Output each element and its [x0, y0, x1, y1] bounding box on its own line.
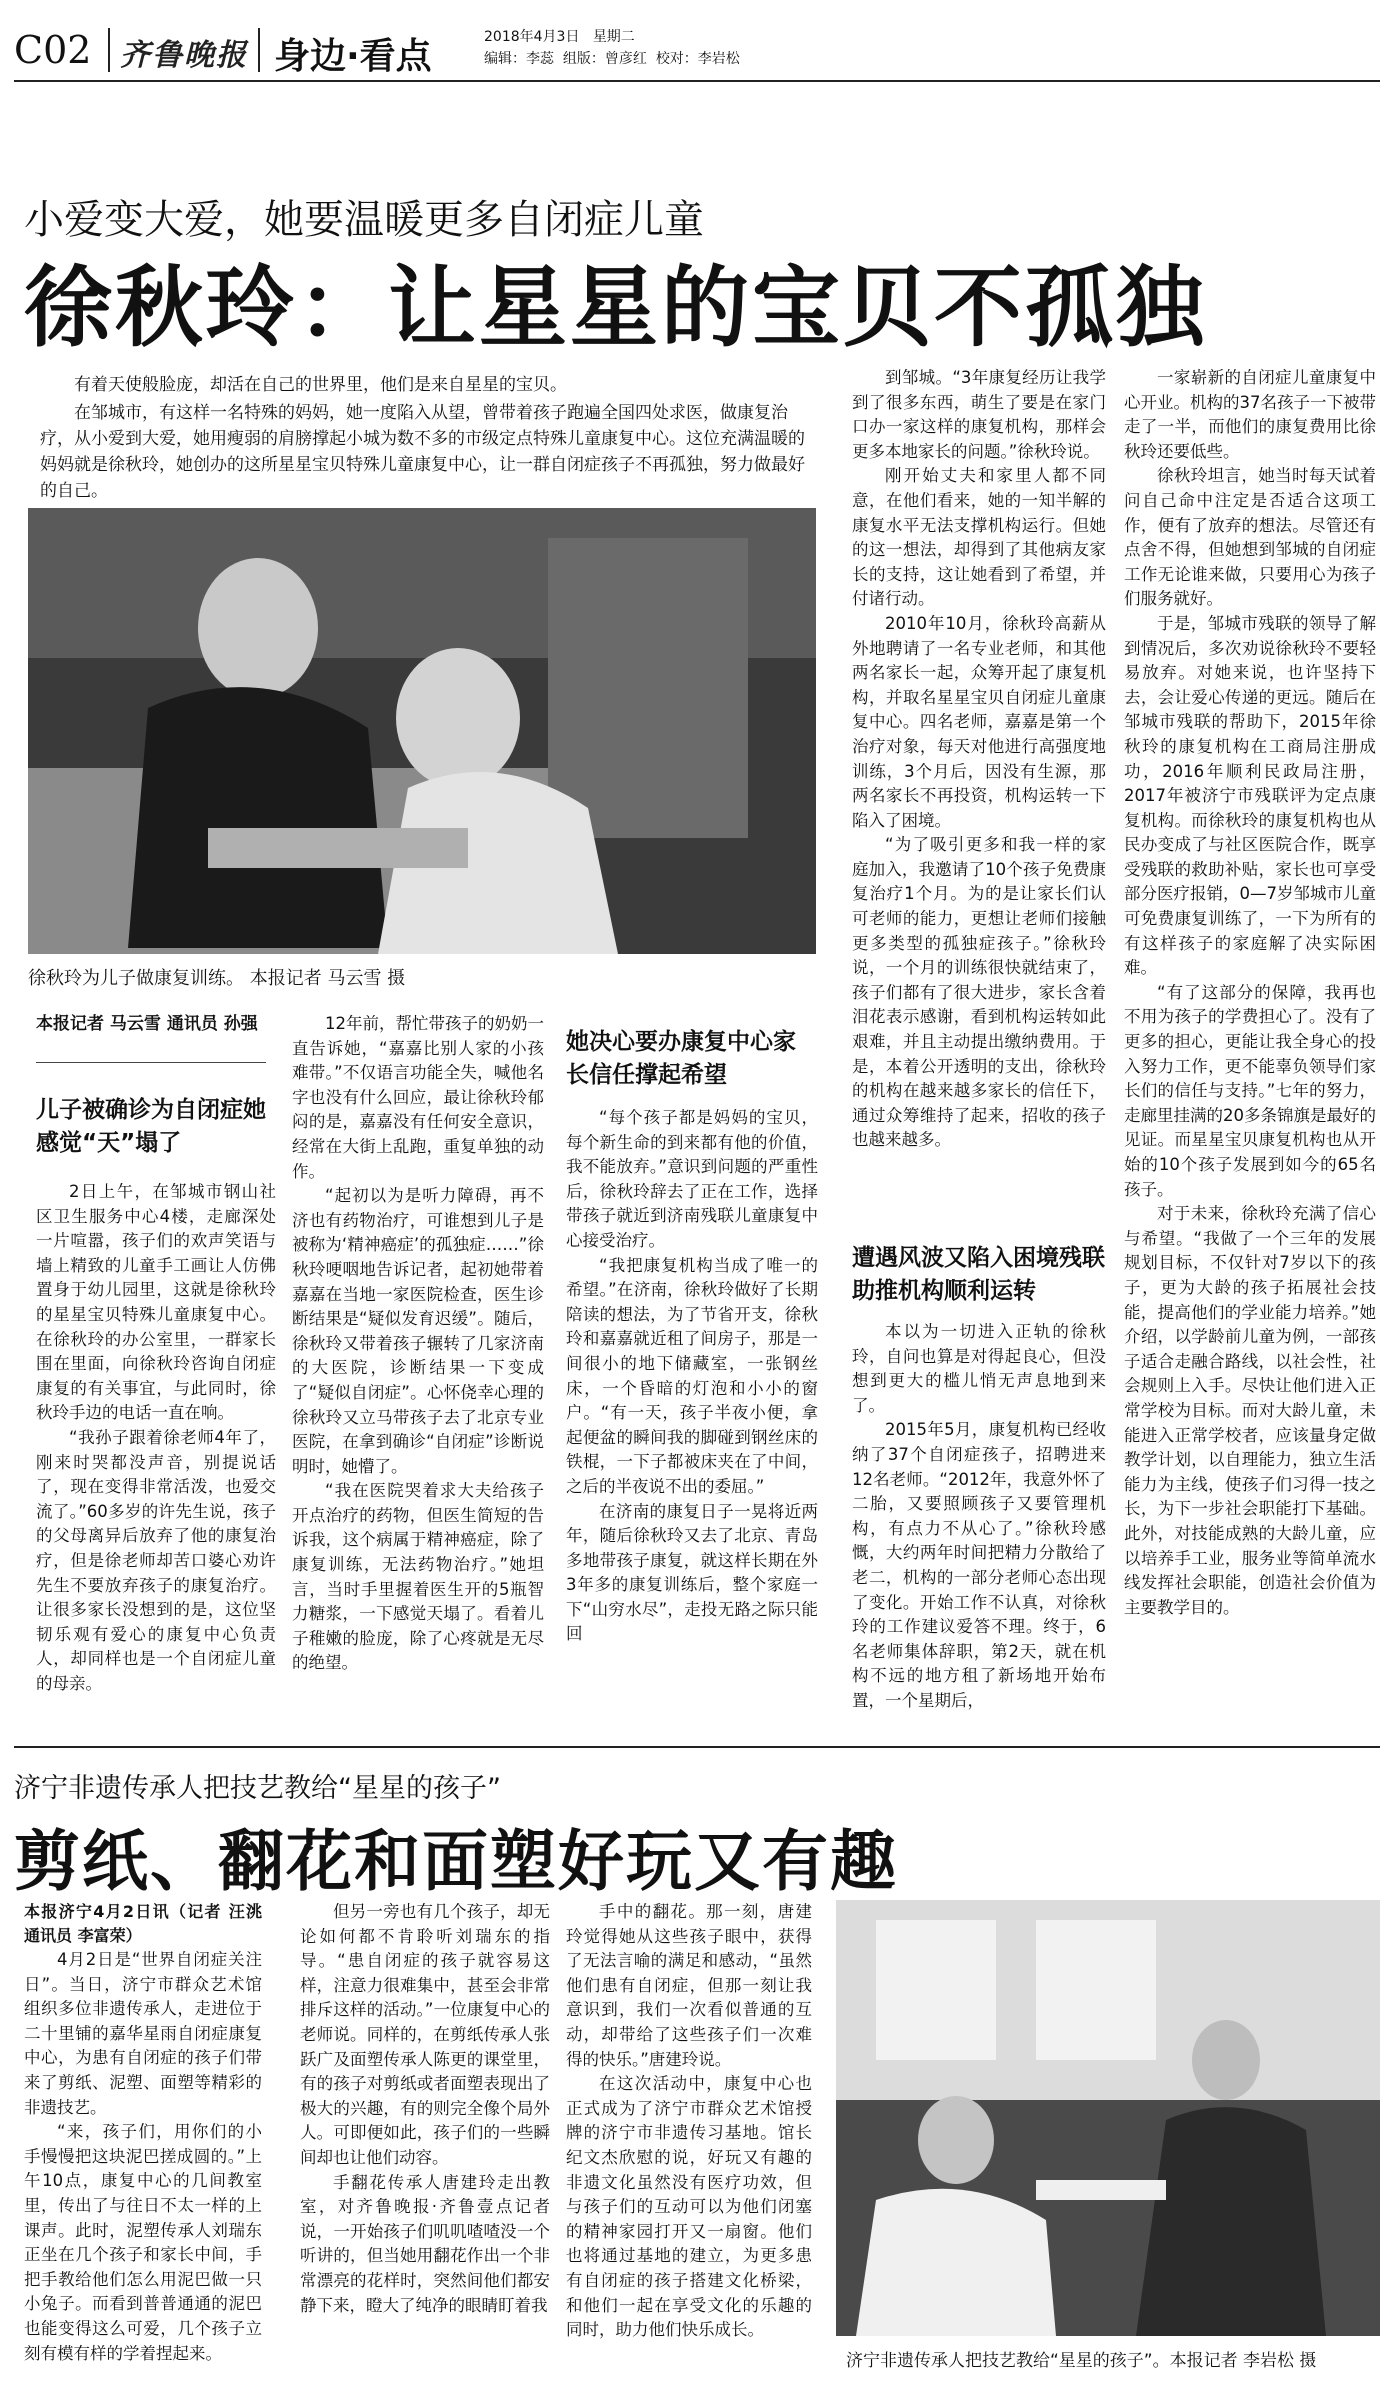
divider [36, 1062, 266, 1063]
article2-column-2 [300, 1900, 550, 2318]
masthead [0, 0, 1394, 78]
article2-column-1 [24, 1900, 262, 2366]
article2-title: 剪纸、翻花和面塑好玩又有趣 [14, 1822, 898, 1900]
paragraph: 刚开始丈夫和家里人都不同意，在他们看来，她的一知半解的康复水平无法支撑机构运行。但她的这一想法，却得到了其他病友家长的支持，这让她看到了希望，并付诸行动。 [852, 466, 1106, 609]
article1-column-1 [36, 1180, 276, 1696]
paragraph: 对于未来，徐秋玲充满了信心与希望。“我做了一个三年的发展规划目标，不仅针对7岁以下的孩子，更为大龄的孩子拓展社会技能，提高他们的学业能力培养。”她介绍，以学龄前儿童为例，一部孩子适合走融合路线，以社会性，社会规则上入手。尽快让他们进入正常学校为目标。而对大龄儿童，未能进入正常学校者，应该量身定做教学计划，以自理能力，独立生活能力为主线，使孩子们习得一技之长，为下一步社会职能打下基础。此外，对技能成熟的大龄儿童，应以培养手工业，服务业等简单流水线发挥社会职能，创造社会价值为主要教学目的。 [1124, 1204, 1376, 1617]
paragraph: 徐秋玲坦言，她当时每天试着问自己命中注定是否适合这项工作，便有了放弃的想法。尽管还有点舍不得，但她想到邹城的自闭症工作无论谁来做，只要用心为孩子们服务就好。 [1124, 466, 1376, 609]
paragraph: “起初以为是听力障碍，再不济也有药物治疗，可谁想到儿子是被称为‘精神癌症’的孤独症……”徐秋玲哽咽地告诉记者，起初她带着嘉嘉在当地一家医院检查，医生诊断结果是“疑似发育迟缓”。随后，徐秋玲又带着孩子辗转了几家济南的大医院，诊断结果一下变成了“疑似自闭症”。心怀侥幸心理的徐秋玲又立马带孩子去了北京专业医院，在拿到确诊“自闭症”诊断说明时，她懵了。 [292, 1186, 544, 1476]
article1-column-4-bottom [852, 1320, 1106, 1714]
section-title: 身边·看点 [274, 36, 432, 77]
proof-credit: 校对：李岩松 [655, 51, 740, 67]
paragraph: 手翻花传承人唐建玲走出教室，对齐鲁晚报·齐鲁壹点记者说，一开始孩子们叽叽喳喳没一个听讲的，但当她用翻花作出一个非常漂亮的花样时，突然间他们都安静下来，瞪大了纯净的眼睛盯着我 [300, 2172, 550, 2315]
paragraph: 在济南的康复日子一晃将近两年，随后徐秋玲又去了北京、青岛多地带孩子康复，就这样长期在外3年多的康复训练后，整个家庭一下“山穷水尽”，走投无路之际只能回 [566, 1501, 818, 1644]
paragraph: 2日上午，在邹城市钢山社区卫生服务中心4楼，走廊深处一片喧嚣，孩子们的欢声笑语与墙上精致的儿童手工画让人仿佛置身于幼儿园里，这就是徐秋玲的星星宝贝特殊儿童康复中心。在徐秋玲的办公室里，一群家长围在里面，向徐秋玲咨询自闭症康复的有关事宜，与此同时，徐秋玲手边的电话一直在响。 [36, 1182, 276, 1423]
article1-subhead-3: 遭遇风波又陷入困境残联助推机构顺利运转 [852, 1245, 1105, 1304]
paragraph: “为了吸引更多和我一样的家庭加入，我邀请了10个孩子免费康复治疗1个月。为的是让家长们认可老师的能力，更想让老师们接触更多类型的孤独症孩子。”徐秋玲说，一个月的训练很快就结束了，孩子们都有了很大进步，家长含着泪花表示感谢，看到机构运转如此艰难，并且主动提出缴纳费用。于是，本着公开透明的支出，徐秋玲的机构在越来越多家长的信任下，通过众筹维持了起来，招收的孩子也越来越多。 [852, 835, 1106, 1150]
paragraph: 但另一旁也有几个孩子，却无论如何都不肯聆听刘瑞东的指导。“患自闭症的孩子就容易这样，注意力很难集中，甚至会非常排斥这样的活动。”一位康复中心的老师说。同样的，在剪纸传承人张跃广及面塑传承人陈更的课堂里，有的孩子对剪纸或者面塑表现出了极大的兴趣，有的则完全像个局外人。可即便如此，孩子们的一些瞬间却也让他们动容。 [300, 1902, 550, 2167]
lede-paragraph: 在邹城市，有这样一名特殊的妈妈，她一度陷入从望，曾带着孩子跑遍全国四处求医，做康复治疗，从小爱到大爱，她用瘦弱的肩膀撑起小城为数不多的市级定点特殊儿童康复中心。这位充满温暖的妈妈就是徐秋玲，她创办的这所星星宝贝特殊儿童康复中心，让一群自闭症孩子不再孤独，努力做最好的自己。 [40, 403, 805, 501]
paragraph: 12年前，帮忙带孩子的奶奶一直告诉她，“嘉嘉比别人家的小孩难带。”不仅语言功能全失，喊他名字也没有什么回应，最让徐秋玲郁闷的是，嘉嘉没有任何安全意识，经常在大街上乱跑，重复单独的动作。 [292, 1014, 544, 1181]
newspaper-logo: 齐鲁晚报 [120, 38, 248, 73]
article2-byline: 本报济宁4月2日讯（记者 汪洮 通讯员 李富荣） [24, 1902, 262, 1945]
paragraph: “我孙子跟着徐老师4年了，刚来时哭都没声音，别提说话了，现在变得非常活泼，也爱交流了。”60多岁的许先生说，孩子的父母离异后放弃了他的康复治疗，但是徐老师却苦口婆心劝许先生不要放弃孩子的康复治疗。让很多家长没想到的是，这位坚韧乐观有爱心的康复中心负责人，却同样也是一个自闭症儿童的母亲。 [36, 1427, 276, 1693]
article1-column-3 [566, 1106, 818, 1647]
article1-lede [40, 372, 818, 506]
paragraph: 2010年10月，徐秋玲高薪从外地聘请了一名专业老师，和其他两名家长一起，众筹开起了康复机构，并取名星星宝贝自闭症儿童康复中心。四名老师，嘉嘉是第一个治疗对象，每天对他进行高强度地训练，3个月后，因没有生源，那两名家长不再投资，机构运转一下陷入了困境。 [852, 613, 1106, 830]
article1-column-4-top [852, 366, 1106, 1153]
divider [258, 28, 260, 72]
article1-photo [28, 508, 816, 954]
article2-column-3 [566, 1900, 812, 2343]
paragraph: 于是，邹城市残联的领导了解到情况后，多次劝说徐秋玲不要轻易放弃。对她来说，也许坚持下去，会让爱心传递的更远。随后在邹城市残联的帮助下，2015年徐秋玲的康复机构在工商局注册成功，2016年顺利民政局注册，2017年被济宁市残联评为定点康复机构。而徐秋玲的康复机构也从民办变成了与社区医院合作，既享受残联的救助补贴，家长也可享受部分医疗报销，0—7岁邹城市儿童可免费康复训练了，一下为所有的有这样孩子的家庭解了决实际困难。 [1124, 613, 1376, 978]
paragraph: “我把康复机构当成了唯一的希望。”在济南，徐秋玲做好了长期陪读的想法，为了节省开支，徐秋玲和嘉嘉就近租了间房子，那是一间很小的地下储藏室，一张钢丝床，一个昏暗的灯泡和小小的窗户。“有一天，孩子半夜小便，拿起便盆的瞬间我的脚碰到钢丝床的铁棍，一下子都被床夹在了中间，之后的半夜说不出的委屈。” [566, 1255, 818, 1496]
issue-weekday: 星期二 [592, 29, 635, 45]
article2-subtitle: 济宁非遗传承人把技艺教给“星星的孩子” [14, 1773, 501, 1804]
paragraph: 本以为一切进入正轨的徐秋玲，自问也算是对得起良心，但没想到更大的槛儿悄无声息地到来了。 [852, 1322, 1106, 1415]
article1-photo-caption: 徐秋玲为儿子做康复训练。 本报记者 马云雪 摄 [28, 968, 406, 989]
paragraph: 2015年5月，康复机构已经收纳了37个自闭症孩子，招聘进来12名老师。“2012年，我意外怀了二胎，又要照顾孩子又要管理机构，有点力不从心了。”徐秋玲感慨，大约两年时间把精力分散给了老二，机构的一部分老师心态出现了变化。开始工作不认真，对徐秋玲的工作建议爱答不理。终于，6名老师集体辞职，第2天，就在机构不远的地方租了新场地开始布置，一个星期后， [852, 1420, 1106, 1710]
paragraph: 到邹城。“3年康复经历让我学到了很多东西，萌生了要是在家门口办一家这样的康复机构，那样会更多本地家长的问题。”徐秋玲说。 [852, 368, 1106, 461]
article1-title: 徐秋玲：让星星的宝贝不孤独 [24, 255, 1208, 359]
paragraph: 4月2日是“世界自闭症关注日”。当日，济宁市群众艺术馆组织多位非遗传承人，走进位于二十里铺的嘉华星雨自闭症康复中心，为患有自闭症的孩子们带来了剪纸、泥塑、面塑等精彩的非遗技艺。 [24, 1950, 262, 2117]
article2-photo-caption: 济宁非遗传承人把技艺教给“星星的孩子”。本报记者 李岩松 摄 [846, 2351, 1317, 2371]
article1-column-5 [1124, 366, 1376, 1620]
masthead-rule [14, 80, 1380, 82]
article1-subhead-2: 她决心要办康复中心家长信任撑起希望 [566, 1029, 796, 1088]
paragraph: “来，孩子们，用你们的小手慢慢把这块泥巴搓成圆的。”上午10点，康复中心的几间教室里，传出了与往日不太一样的上课声。此时，泥塑传承人刘瑞东正坐在几个孩子和家长中间，手把手教给他们怎么用泥巴做一只小兔子。而看到普普通通的泥巴也能变得这么可爱，几个孩子立刻有模有样的学着捏起来。 [24, 2122, 262, 2363]
editor-credit: 编辑：李蕊 [484, 51, 554, 67]
article1-subhead-1: 儿子被确诊为自闭症她感觉“天”塌了 [36, 1097, 266, 1156]
lede-paragraph: 有着天使般脸庞，却活在自己的世界里，他们是来自星星的宝贝。 [74, 375, 567, 395]
article2-photo [836, 1900, 1380, 2336]
paragraph: “有了这部分的保障，我再也不用为孩子的学费担心了。没有了更多的担心，更能让我全身心的投入努力工作，更不能辜负领导们家长们的信任与支持。”七年的努力，走廊里挂满的20多条锦旗是最好的见证。而星星宝贝康复机构也从开始的10个孩子发展到如今的65名孩子。 [1124, 982, 1376, 1199]
layout-credit: 组版：曾彦红 [562, 51, 647, 67]
article1-column-2 [292, 1012, 544, 1676]
paragraph: 手中的翻花。那一刻，唐建玲觉得她从这些孩子眼中，获得了无法言喻的满足和感动，“虽然他们患有自闭症，但那一刻让我意识到，我们一次看似普通的互动，却带给了这些孩子们一次难得的快乐。”唐建玲说。 [566, 1902, 812, 2069]
paragraph: 在这次活动中，康复中心也正式成为了济宁市群众艺术馆授牌的济宁市非遗传习基地。馆长纪文杰欣慰的说，好玩又有趣的非遗文化虽然没有医疗功效，但与孩子们的互动可以为他们闭塞的精神家园打开又一扇窗。他们也将通过基地的建立，为更多患有自闭症的孩子搭建文化桥梁，和他们一起在享受文化的乐趣的同时，助力他们快乐成长。 [566, 2074, 812, 2340]
article-separator [14, 1746, 1380, 1748]
issue-date: 2018年4月3日 [484, 29, 580, 45]
paragraph: 一家崭新的自闭症儿童康复中心开业。机构的37名孩子一下被带走了一半，而他们的康复费用比徐秋玲还要低些。 [1124, 368, 1376, 461]
paragraph: “每个孩子都是妈妈的宝贝，每个新生命的到来都有他的价值，我不能放弃。”意识到问题的严重性后，徐秋玲辞去了正在工作，选择带孩子就近到济南残联儿童康复中心接受治疗。 [566, 1108, 818, 1250]
paragraph: “我在医院哭着求大夫给孩子开点治疗的药物，但医生简短的告诉我，这个病属于精神癌症，除了康复训练，无法药物治疗。”她坦言，当时手里握着医生开的5瓶智力糖浆，一下感觉天塌了。看着儿子稚嫩的脸庞，除了心疼就是无尽的绝望。 [292, 1481, 544, 1673]
divider [108, 28, 110, 72]
article1-byline: 本报记者 马云雪 通讯员 孙强 [36, 1014, 258, 1034]
page-number: C02 [14, 28, 92, 72]
issue-info [484, 26, 740, 70]
article1-subtitle: 小爱变大爱，她要温暖更多自闭症儿童 [24, 197, 704, 243]
